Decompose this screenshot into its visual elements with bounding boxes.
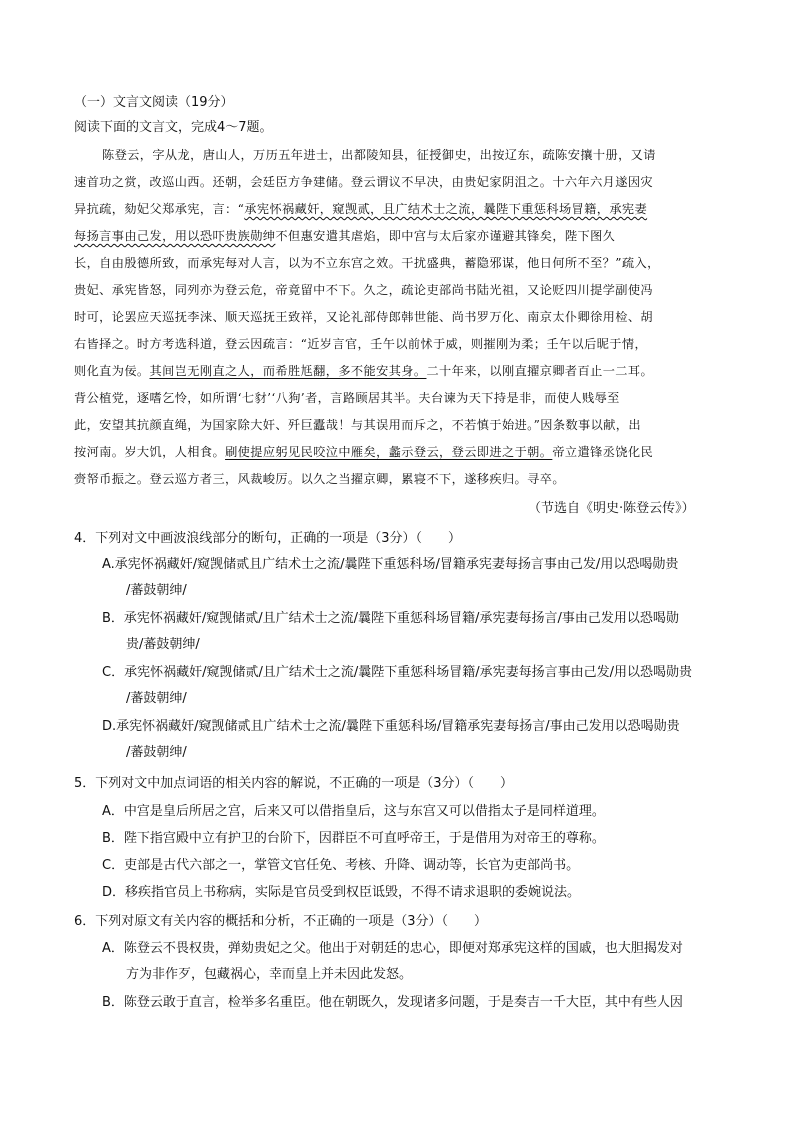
question-5-option-a[interactable]: A．中宫是皇后所居之宫，后来又可以借指皇后，这与东宫又可以借指太子是同样道理。 (102, 804, 605, 819)
question-4-option-b-cont: 贵/蕃鼓朝绅/ (126, 637, 200, 652)
question-4-option-a-cont: /蕃鼓朝绅/ (126, 583, 187, 598)
question-5-stem: 5．下列对文中加点词语的相关内容的解说，不正确的一项是（3分）（ ） (74, 776, 514, 791)
passage-line: 异抗疏，劾妃父郑承宪，言：“承宪怀祸藏奸，窥觊贰，且广结术士之流，曩陛下重惩科场冒籍，承宪妻 (74, 202, 648, 216)
passage-line: 背公植党，逐嗜乞怜，如所谓‘七豺’‘八狗’者，言路顾居其半。夫台谏为天下持是非，而使人贱辱至 (74, 391, 620, 405)
question-6-option-a[interactable]: A．陈登云不畏权贵，弹劾贵妃之父。他出于对朝廷的忠心，即便对郑承宪这样的国戚，也大胆揭发对 (102, 941, 683, 956)
question-4-stem: 4．下列对文中画波浪线部分的断句，正确的一项是（3分）（ ） (74, 531, 462, 546)
instruction: 阅读下面的文言文，完成4～7题。 (74, 120, 273, 135)
question-4-option-d[interactable]: D.承宪怀祸藏奸/窥觊储贰且广结术士之流/曩陛下重惩科场/冒籍承宪妻每扬言/事由己发用以恐喝勋贵 (102, 719, 680, 734)
question-4-option-d-cont: /蕃鼓朝绅/ (126, 745, 187, 760)
passage-line: 赍帑币振之。登云巡方者三，风裁峻厉。以久之当擢京卿，累寝不下，遂移疾归。寻卒。 (74, 472, 565, 486)
passage-line: 按河南。岁大饥，人相食。刷使提应躬见民咬泣中雁矣，蠡示登云，登云即进之于朝。帝立遣锋丞饶化民 (74, 445, 654, 459)
passage-source: （节选自《明史·陈登云传》） (528, 501, 695, 516)
passage-line: 长，自由殷德所致，而承宪每对人言，以为不立东宫之效。干扰盛典，蓄隐邪谋，他日何所不至？”疏入， (74, 256, 660, 270)
question-6-option-a-cont: 方为非作歹，包藏祸心，幸而皇上并未因此发怒。 (126, 967, 413, 982)
question-5-option-c[interactable]: C．吏部是古代六部之一，掌管文官任免、考核、升降、调动等，长官为吏部尚书。 (102, 858, 580, 873)
passage-line: 此，安望其抗颜直绳，为国家除大奸、歼巨蠹哉！与其误用而斥之，不若慎于始进。”因条数事以献，出 (74, 418, 641, 432)
passage-line: 陈登云，字从龙，唐山人，万历五年进士，出都陵知县，征授御史，出按辽东，疏陈安攘十册，又请 (102, 148, 656, 162)
underlined-text: 其间岂无刚直之人，而希胜尪翻，多不能安其身。 (149, 364, 427, 378)
passage-line: 时可，论罢应天巡抚李涞、顺天巡抚王致祥，又论礼部侍郎韩世能、尚书罗万化、南京太仆卿徐用检、胡 (74, 310, 654, 324)
question-5-option-d[interactable]: D．移疾指官员上书称病，实际是官员受到权臣诋毁，不得不请求退职的委婉说法。 (102, 885, 581, 900)
question-6-option-b[interactable]: B．陈登云敢于直言，检举多名重臣。他在朝既久，发现诸多问题，于是奏吉一千大臣，其中有些人因 (102, 995, 683, 1010)
passage-line: 每扬言事由己发，用以恐吓贵族勋绅不但惠安遣其虐焰，即中宫与太后家亦谨避其锋矣，陛下图久 (74, 229, 616, 243)
question-4-option-c[interactable]: C．承宪怀祸藏奸/窥觊储贰/且广结术士之流/曩陛下重惩科场冒籍/承宪妻每扬言事由己发/用以恐喝勋贵 (102, 665, 692, 680)
passage-line: 右皆择之。时方考选科道，登云因疏言：“近岁言官，壬午以前怵于威，则摧刚为柔；壬午以后昵于情， (74, 337, 648, 351)
question-5-option-b[interactable]: B．陛下指宫殿中立有护卫的台阶下，因群臣不可直呼帝王，于是借用为对帝王的尊称。 (102, 831, 605, 846)
wavy-underlined-text: 每扬言事由己发，用以恐吓贵族勋绅 (74, 229, 276, 243)
passage-line: 速首功之赏，改巡山西。还朝，会廷臣方争建储。登云谓议不早决，由贵妃家阴沮之。十六年六月遂因灾 (74, 175, 654, 189)
passage-line: 则化直为佞。其间岂无刚直之人，而希胜尪翻，多不能安其身。二十年来，以刚直擢京卿者百止一二耳。 (74, 364, 654, 378)
passage-line: 贵妃、承宪皆怒，同列亦为登云危，帝竟留中不下。久之，疏论吏部尚书陆光祖，又论贬四川提学副使冯 (74, 283, 654, 297)
question-4-option-a[interactable]: A.承宪怀祸藏奸/窥觊储贰且广结术士之流/曩陛下重惩科场/冒籍承宪妻每扬言事由己发/用以恐喝勋贵 (102, 557, 679, 572)
section-title: （一）文言文阅读（19分） (74, 95, 234, 110)
question-4-option-b[interactable]: B．承宪怀祸藏奸/窥觊储贰/且广结术士之流/曩陛下重惩科场冒籍/承宪妻每扬言/事由己发用以恐喝勋 (102, 611, 679, 626)
question-4-option-c-cont: /蕃鼓朝绅/ (126, 691, 187, 706)
question-6-stem: 6．下列对原文有关内容的概括和分析，不正确的一项是（3分）（ ） (74, 914, 488, 929)
underlined-text: 刷使提应躬见民咬泣中雁矣，蠡示登云，登云即进之于朝。 (225, 445, 553, 459)
wavy-underlined-text: 承宪怀祸藏奸，窥觊贰，且广结术士之流，曩陛下重惩科场冒籍，承宪妻 (244, 202, 648, 216)
